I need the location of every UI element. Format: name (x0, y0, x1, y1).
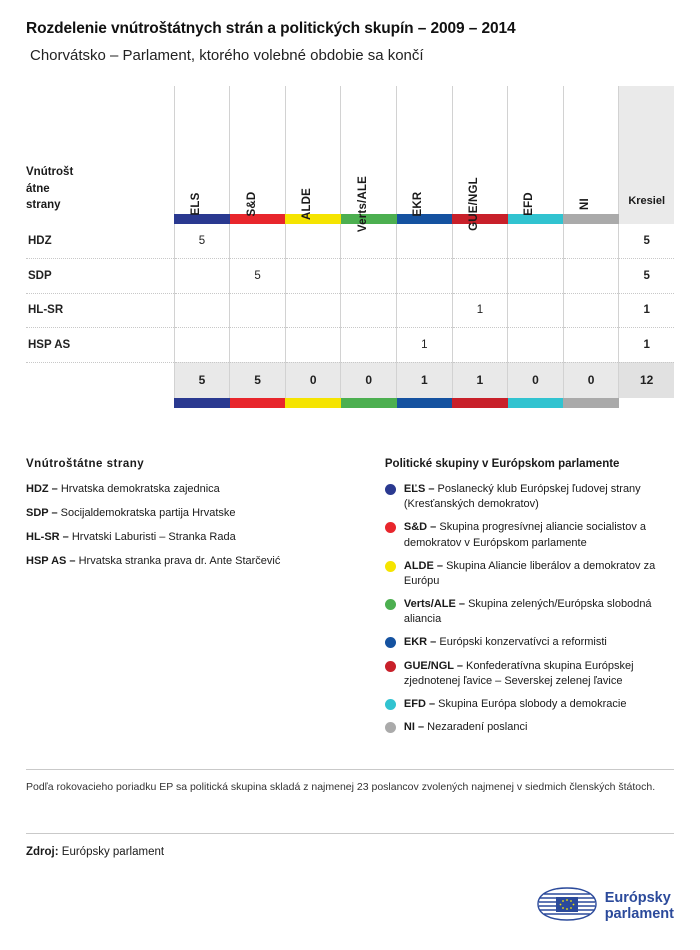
footnote: Podľa rokovacieho poriadku EP sa politická skupina skladá z najmenej 23 poslancov zvolených najmenej v siedmich členských štátoch. (26, 781, 656, 794)
group-color-dot-icon (385, 661, 396, 672)
seat-cell (341, 328, 397, 363)
row-header-line: strany (26, 199, 61, 212)
seat-cell (563, 224, 619, 259)
group-legend-text (404, 697, 627, 712)
table-row (26, 224, 674, 259)
group-description: Skupina zelených/Európska slobodná aliancia (403, 598, 652, 626)
legend-national-parties (26, 458, 385, 743)
page-subtitle: Chorvátsko – Parlament, ktorého volebné obdobie sa končí (30, 47, 424, 64)
group-column-header (397, 86, 453, 217)
party-abbr: SDP – (26, 506, 58, 519)
bar-row-spacer (26, 214, 174, 224)
group-description: Poslanecký klub Európskej ľudovej strany (Kresťanských demokratov) (403, 483, 641, 511)
seat-cell: 1 (397, 328, 453, 363)
row-total-cell: 1 (619, 293, 674, 328)
seat-cell (508, 224, 564, 259)
group-total-cell: 1 (452, 362, 508, 398)
seat-cell (285, 293, 341, 328)
seat-cell (341, 259, 397, 294)
party-fullname: Hrvatska demokratska zajednica (60, 483, 220, 495)
party-fullname: Socijaldemokratska partija Hrvatske (60, 506, 236, 519)
seat-cell (397, 293, 453, 328)
group-color-bar (508, 214, 564, 224)
party-name-cell: HSP AS (26, 328, 174, 363)
party-name-cell: SDP (26, 259, 174, 294)
group-abbr: NI – (403, 721, 425, 734)
totals-row (26, 362, 674, 398)
group-code: S&D (245, 191, 258, 217)
group-column-header (230, 86, 286, 217)
group-description: Skupina progresívnej aliancie socialistov a demokratov v Európskom parlamente (403, 521, 647, 549)
group-total-cell: 0 (285, 362, 341, 398)
source-value: Európsky parlament (61, 846, 165, 859)
ep-logo-line1: Európsky (604, 890, 671, 907)
seats-column-header (619, 86, 674, 214)
group-abbr: S&D – (403, 521, 437, 534)
seat-cell (230, 293, 286, 328)
group-description: Nezaradení poslanci (427, 721, 528, 734)
seat-cell (174, 293, 230, 328)
group-code: ALDE (301, 187, 314, 221)
group-abbr: ALDE – (403, 559, 444, 572)
seat-cell (174, 259, 230, 294)
party-fullname: Hrvatski Laburisti – Stranka Rada (71, 530, 236, 543)
row-header-line: átne (26, 182, 50, 195)
group-description: Skupina Aliancie liberálov a demokratov za Európu (403, 559, 656, 587)
group-description: Konfederatívna skupina Európskej zjednotenej ľavice – Severskej zelenej ľavice (403, 659, 634, 687)
legend-political-groups (385, 458, 674, 743)
seat-cell (285, 224, 341, 259)
group-abbr: EĽS – (403, 483, 435, 495)
group-legend-text (404, 720, 528, 735)
group-code: GUE/NGL (467, 177, 480, 231)
seat-cell (285, 328, 341, 363)
seat-cell (397, 224, 453, 259)
group-column-header (341, 86, 397, 233)
group-legend-item (385, 482, 674, 512)
bottom-color-bar (174, 398, 230, 408)
totals-label-cell (26, 362, 174, 398)
seat-cell (341, 293, 397, 328)
group-legend-item (385, 520, 674, 550)
seat-cell (508, 293, 564, 328)
group-code: EFD (523, 192, 536, 216)
seat-cell (452, 259, 508, 294)
bottom-color-bar (230, 398, 286, 408)
party-definition (26, 554, 385, 569)
row-header-line: Vnútrošt (26, 165, 74, 178)
seat-distribution-table (26, 86, 674, 408)
bottom-color-bar (397, 398, 453, 408)
bar-row-spacer-seats (619, 214, 674, 224)
bottom-color-bar-row (26, 398, 674, 408)
legend-groups-title: Politické skupiny v Európskom parlamente (384, 458, 620, 470)
seat-cell (174, 328, 230, 363)
ep-logo-line2: parlament (604, 905, 674, 922)
party-definition (26, 482, 385, 497)
ep-logo (536, 885, 674, 928)
bottom-color-bar (341, 398, 397, 408)
group-color-bar-row (26, 214, 674, 224)
seat-cell (285, 259, 341, 294)
party-name-cell: HL-SR (26, 293, 174, 328)
group-code: NI (579, 198, 592, 210)
seat-cell (452, 328, 508, 363)
legend-parties-title: Vnútroštátne strany (26, 458, 145, 470)
seat-cell (397, 259, 453, 294)
seat-cell: 5 (230, 259, 286, 294)
group-legend-text (404, 659, 674, 689)
group-color-dot-icon (385, 699, 396, 710)
page-title: Rozdelenie vnútroštátnych strán a politických skupín – 2009 – 2014 (26, 20, 516, 37)
row-total-cell: 1 (619, 328, 674, 363)
group-color-dot-icon (385, 561, 396, 572)
source-line (26, 834, 674, 858)
seat-cell: 1 (452, 293, 508, 328)
group-abbr: GUE/NGL – (403, 659, 463, 672)
group-legend-text (404, 559, 674, 589)
seat-cell: 5 (174, 224, 230, 259)
group-description: Európski konzervatívci a reformisti (439, 636, 607, 649)
group-total-cell: 5 (174, 362, 230, 398)
seats-header-label: Kresiel (628, 195, 666, 207)
group-total-cell: 0 (508, 362, 564, 398)
bottom-color-bar (452, 398, 508, 408)
group-color-dot-icon (385, 599, 396, 610)
table-row (26, 259, 674, 294)
group-abbr: EKR – (403, 636, 437, 649)
group-total-cell: 1 (397, 362, 453, 398)
group-legend-text (404, 597, 674, 627)
group-code: Verts/ALE (356, 175, 369, 233)
group-column-header (285, 86, 341, 221)
group-legend-text (404, 635, 607, 650)
party-name-cell: HDZ (26, 224, 174, 259)
group-legend-item (385, 720, 674, 735)
bottom-bar-spacer (26, 398, 174, 408)
group-legend-item (385, 559, 674, 589)
group-column-header (452, 86, 508, 231)
group-column-header (174, 86, 230, 214)
bottom-color-bar (563, 398, 619, 408)
party-abbr: HL-SR – (26, 530, 69, 543)
ep-flag-icon (536, 885, 598, 928)
row-header-label (26, 86, 174, 214)
bottom-bar-spacer-seats (619, 398, 674, 408)
grand-total-cell: 12 (619, 362, 674, 398)
group-color-bar (174, 214, 230, 224)
group-abbr: Verts/ALE – (403, 598, 466, 611)
table-row (26, 293, 674, 328)
group-legend-text (404, 482, 674, 512)
party-abbr: HDZ – (26, 483, 58, 495)
group-color-dot-icon (385, 722, 396, 733)
group-description: Skupina Európa slobody a demokracie (438, 697, 627, 710)
seat-cell (508, 259, 564, 294)
seat-cell (230, 328, 286, 363)
group-total-cell: 0 (563, 362, 619, 398)
group-color-dot-icon (385, 637, 396, 648)
table-row (26, 328, 674, 363)
bottom-color-bar (508, 398, 564, 408)
group-legend-item (385, 635, 674, 650)
party-definition (26, 506, 385, 521)
seat-cell (508, 328, 564, 363)
group-legend-item (385, 659, 674, 689)
seat-cell (563, 293, 619, 328)
group-code: EKR (412, 191, 425, 217)
row-total-cell: 5 (619, 259, 674, 294)
party-fullname: Hrvatska stranka prava dr. Ante Starčević (78, 554, 281, 567)
party-definition (26, 530, 385, 545)
source-label: Zdroj: (26, 846, 59, 859)
group-code: ELS (190, 192, 202, 216)
group-legend-item (385, 597, 674, 627)
group-total-cell: 5 (230, 362, 286, 398)
group-legend-text (404, 520, 674, 550)
seat-cell (563, 259, 619, 294)
group-abbr: EFD – (403, 697, 436, 710)
group-color-dot-icon (385, 522, 396, 533)
legends (26, 458, 674, 743)
seat-cell (230, 224, 286, 259)
group-color-bar (563, 214, 619, 224)
group-color-bar (285, 214, 341, 224)
group-color-dot-icon (385, 484, 396, 495)
group-column-header (563, 86, 619, 214)
ep-logo-text (605, 891, 674, 921)
group-color-bar (397, 214, 453, 224)
seat-cell (563, 328, 619, 363)
group-total-cell: 0 (341, 362, 397, 398)
row-total-cell: 5 (619, 224, 674, 259)
group-column-header (508, 86, 564, 214)
group-legend-item (385, 697, 674, 712)
bottom-color-bar (285, 398, 341, 408)
party-abbr: HSP AS – (26, 554, 76, 567)
